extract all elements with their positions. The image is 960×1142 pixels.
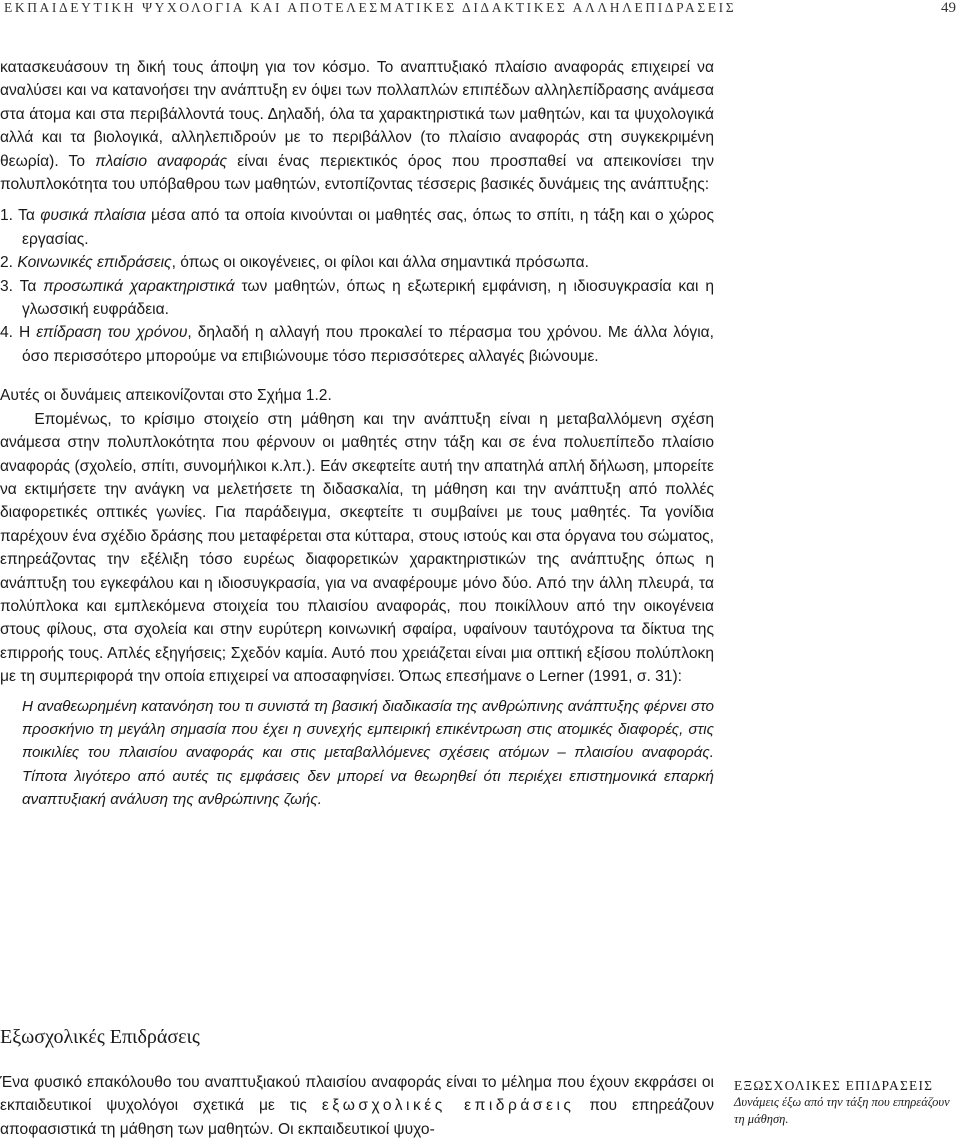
- page-header: [0, 0, 960, 22]
- main-text: [0, 56, 714, 812]
- section-text: [0, 1071, 714, 1141]
- list-item: 3. Τα προσωπικά χαρακτηριστικά των μαθητών, όπως η εξωτερική εμφάνιση, η ιδιοσυγκρασία και η γλωσσική ευφράδεια.: [0, 277, 714, 319]
- paragraph: Επομένως, το κρίσιμο στοιχείο στη μάθηση και την ανάπτυξη είναι η μεταβαλλόμενη σχέση ανάμεσα στην πολυπλοκότητα που φέρνουν οι μαθητές στην τάξη και σε ένα πολυεπίπεδο πλαίσιο αναφοράς (σχολείο, σπίτι, συνομήλικοι κ.λπ.). Εάν σκεφτείτε αυτή την απατηλά απλή δήλωση, μπορείτε να εκτιμήσετε την ανάγκη να μελετήσετε τη διδασκαλία, τη μάθηση και την ανάπτυξη από πολλές διαφορετικές οπτικές γωνίες. Για παράδειγμα, σκεφτείτε τι συμβαίνει με τους μαθητές. Τα γονίδια παρέχουν ένα σχέδιο δράσης που μεταφέρεται στα κύτταρα, στους ιστούς και στα όργανα του σώματος, επηρεάζοντας την εξέλιξη τόσο ευρέως διαφορετικών χαρακτηριστικών της ανάπτυξης όπως η ανάπτυξη του εγκεφάλου και η ιδιοσυγκρασία, για να αναφέρουμε μόνο δύο. Από την άλλη πλευρά, τα πολύπλοκα και εμπλεκόμενα στοιχεία του πλαισίου αναφοράς, που ποικίλλουν από την οικογένεια στους φίλους, στα σχολεία και στην ευρύτερη κοινωνική σφαίρα, υφαίνουν ταυτόχρονα τα δίκτυα της επιρροής τους. Απλές εξηγήσεις; Σχεδόν καμία. Αυτό που χρειάζεται είναι μια οπτική εξίσου πολύπλοκη με τη συμπεριφορά την οποία επιχειρεί να αποσαφηνίσει. Όπως επεσήμανε ο Lerner (1991, σ. 31):: [0, 410, 714, 686]
- margin-note: [734, 1078, 956, 1128]
- list-item: 4. Η επίδραση του χρόνου, δηλαδή η αλλαγή που προκαλεί το πέρασμα του χρόνου. Με άλλα λόγια, όσο περισσότερο μπορούμε να επιβιώνουμε τόσο περισσότερες αλλαγές βιώνουμε.: [0, 324, 715, 365]
- list-item: 1. Τα φυσικά πλαίσια μέσα από τα οποία κινούνται οι μαθητές σας, όπως το σπίτι, η τάξη και ο χώρος εργασίας.: [0, 207, 714, 248]
- margin-definition: Δυνάμεις έξω από την τάξη που επηρεάζουν τη μάθηση.: [734, 1095, 950, 1126]
- key-term: εξωσχολικές επιδράσεις: [321, 1097, 575, 1115]
- margin-term: ΕΞΩΣΧΟΛΙΚΕΣ ΕΠΙΔΡΑΣΕΙΣ: [734, 1078, 934, 1093]
- term-context: πλαίσιο αναφοράς: [95, 152, 228, 170]
- paragraph: Ένα φυσικό επακόλουθο του αναπτυξιακού πλαισίου αναφοράς είναι το μέλημα που έχουν εκφράσει οι εκπαιδευτικοί ψυχολόγοι σχετικά με τις εξωσχολικές επιδράσεις που επηρεάζουν αποφασιστικά τη μάθηση των μαθητών. Οι εκπαιδευτικοί ψυχο-: [0, 1074, 715, 1138]
- block-quote: Η αναθεωρημένη κατανόηση του τι συνιστά τη βασική διαδικασία της ανθρώπινης ανάπτυξης φέρνει στο προσκήνιο τη μεγάλη σημασία που έχει η συνεχής εμπειρική επικέντρωση στις ατομικές διαφορές, στις ποικιλίες του πλαισίου αναφοράς και στις μεταβαλλόμενες σχέσεις ατόμων – πλαισίου αναφοράς. Τίποτα λιγότερο από αυτές τις εμφάσεις δεν μπορεί να θεωρηθεί ότι περιέχει επιστημονικά επαρκή αναπτυξιακή ανάλυση της ανθρώπινης ζωής.: [22, 697, 714, 809]
- section-heading: Εξωσχολικές Επιδράσεις: [0, 1026, 200, 1048]
- intro-paragraph: κατασκευάσουν τη δική τους άποψη για τον κόσμο. Το αναπτυξιακό πλαίσιο αναφοράς επιχειρεί να αναλύσει και να κατανοήσει την ανάπτυξη εν όψει των πολλαπλών επιπέδων αλληλεπίδρασης ανάμεσα στα άτομα και στα περιβάλλοντά τους. Δηλαδή, όλα τα χαρακτηριστικά των μαθητών, και τα ψυχολογικά αλλά και τα βιολογικά, αλληλεπιδρούν με το περιβάλλον (το πλαίσιο αναφοράς στη συγκεκριμένη θεωρία). Το πλαίσιο αναφοράς είναι ένας περιεκτικός όρος που προσπαθεί να απεικονίσει την πολυπλοκότητα του υπόβαθρου των μαθητών, εντοπίζοντας τέσσερις βασικές δυνάμεις της ανάπτυξης:: [0, 59, 714, 194]
- factors-list: [0, 204, 714, 368]
- running-head: ΕΚΠΑΙΔΕΥΤΙΚΗ ΨΥΧΟΛΟΓΙΑ ΚΑΙ ΑΠΟΤΕΛΕΣΜΑΤΙΚΕΣ ΔΙΔΑΚΤΙΚΕΣ ΑΛΛΗΛΕΠΙΔΡΑΣΕΙΣ: [4, 0, 737, 15]
- list-item: 2. Κοινωνικές επιδράσεις, όπως οι οικογένειες, οι φίλοι και άλλα σημαντικά πρόσωπα.: [0, 254, 589, 272]
- figure-reference: Αυτές οι δυνάμεις απεικονίζονται στο Σχήμα 1.2.: [0, 387, 332, 405]
- page-number: 49: [941, 0, 956, 16]
